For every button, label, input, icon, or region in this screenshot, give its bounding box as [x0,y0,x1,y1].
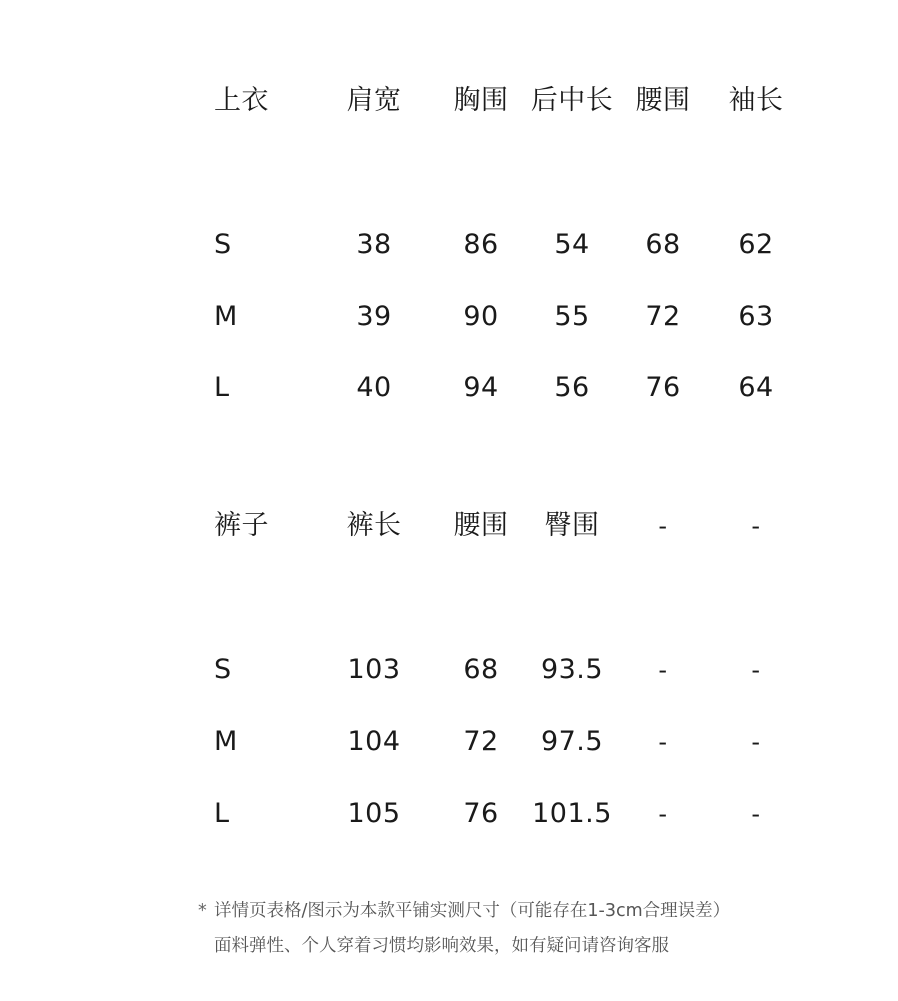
table-cell: 103 [347,654,401,685]
table-cell: 64 [738,372,774,403]
footnote-line-2 [214,934,669,958]
footnote-line-1 [198,899,730,923]
footnote-text: 面料弹性、个人穿着习惯均影响效果，如有疑问请咨询客服 [214,936,669,956]
table-cell: 54 [554,229,590,260]
table-cell: - [658,800,668,828]
table-cell: 94 [463,372,499,403]
size-label: S [214,654,232,685]
table-cell: 101.5 [532,798,612,829]
table-cell: 105 [347,798,401,829]
table-cell: 40 [356,372,392,403]
table-cell: - [751,656,761,684]
tops-header-sleeve: 袖长 [728,85,784,116]
size-label: L [214,372,230,403]
table-cell: 55 [554,301,590,332]
tops-header-back-length: 后中长 [530,85,614,116]
size-label: L [214,798,230,829]
table-cell: 38 [356,229,392,260]
size-label: S [214,229,232,260]
table-cell: 62 [738,229,774,260]
tops-header-waist: 腰围 [635,85,691,116]
size-label: M [214,301,238,332]
size-label: M [214,726,238,757]
table-cell: 93.5 [540,654,604,685]
pants-header-empty: - [658,512,668,540]
table-cell: - [751,800,761,828]
pants-header-category: 裤子 [214,510,269,541]
pants-header-length: 裤长 [346,510,402,541]
table-cell: 86 [463,229,499,260]
table-cell: 76 [463,798,499,829]
table-cell: 63 [738,301,774,332]
table-cell: 68 [463,654,499,685]
table-cell: 97.5 [540,726,604,757]
tops-header-shoulder: 肩宽 [346,85,402,116]
table-cell: 72 [463,726,499,757]
table-cell: 72 [645,301,681,332]
asterisk-icon: * [198,901,207,921]
table-cell: - [658,656,668,684]
table-cell: - [658,728,668,756]
pants-header-hip: 臀围 [544,510,600,541]
table-cell: 56 [554,372,590,403]
table-cell: 68 [645,229,681,260]
tops-header-chest: 胸围 [453,85,509,116]
table-cell: 39 [356,301,392,332]
table-cell: 76 [645,372,681,403]
pants-header-waist: 腰围 [453,510,509,541]
footnote-text: 详情页表格/图示为本款平铺实测尺寸（可能存在1-3cm合理误差） [214,901,731,921]
table-cell: - [751,728,761,756]
tops-header-category: 上衣 [214,85,269,116]
table-cell: 104 [347,726,401,757]
table-cell: 90 [463,301,499,332]
pants-header-empty: - [751,512,761,540]
